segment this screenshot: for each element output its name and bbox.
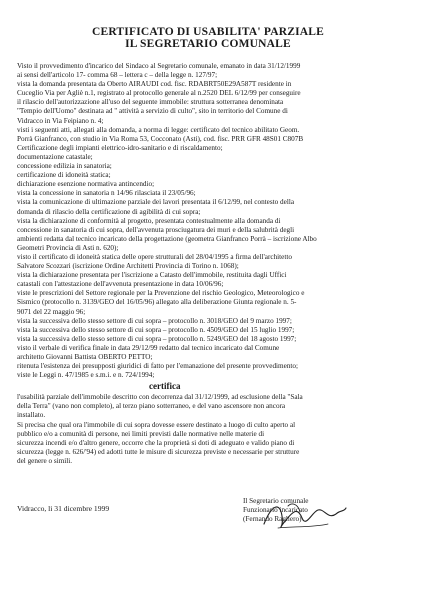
body-line: 9071 del 22 maggio 96; bbox=[17, 307, 86, 316]
body-line: il rilascio dell'autorizzazione all'uso del seguente immobile: struttura sotterranea denominata bbox=[17, 98, 284, 107]
body-line: catastali con l'attestazione dell'avvenuta presentazione in data 10/06/96; bbox=[17, 280, 224, 289]
body-line: Vidracco in Via Feipiano n. 4; bbox=[17, 116, 104, 125]
certifica-heading: certifica bbox=[149, 381, 181, 392]
body-line: Cuceglio Via per Agliè n.1, registrato al protocollo generale al n.2520 DEL 6/12/99 per conseguire bbox=[17, 89, 301, 98]
title-line-1: CERTIFICATO DI USABILITA' PARZIALE bbox=[91, 26, 325, 38]
body-line: visto il certificato di idoneità statica delle opere strutturali del 28/04/1995 a firma dell'architetto bbox=[17, 252, 292, 261]
body-line: Geometri Provincia di Asti n. 620); bbox=[17, 243, 119, 252]
body-line: Certificazione degli impianti elettrico-idro-sanitario e di riscaldamento; bbox=[17, 143, 223, 152]
body-line: sicurezza (legge n. 626/'94) ed adotti tutte le misure di sicurezza previste e necessarie per strutture bbox=[17, 447, 300, 456]
body-line: "Tempio dell'Uomo" destinata ad " attività a servizio di culto", sito in territorio del Comune di bbox=[17, 107, 288, 116]
body-line: architetto Giovanni Battista OBERTO PETTO; bbox=[17, 353, 153, 361]
title-line-2: IL SEGRETARIO COMUNALE bbox=[125, 38, 291, 50]
body-line: dichiarazione esenzione normativa antincendio; bbox=[17, 180, 155, 189]
body-line: vista la domanda presentata da Oberto AIRAUDI cod. fisc. RDABRT50E29A587T residente in bbox=[17, 80, 292, 89]
body-line: vista la concessione in sanatoria n 14/96 rilasciata il 23/05/96; bbox=[17, 189, 196, 198]
body-line: ritenuta l'esistenza dei presupposti giuridici di fatto per l'emanazione del presente provvedimento; bbox=[17, 362, 299, 371]
body-line: visto il verbale di verifica finale in data 29/12/99 redatto dal tecnico incaricato dal Comune bbox=[17, 343, 280, 352]
body-line: Sismico (protocollo n. 3139/GEO del 16/05/96) allegato alla deliberazione Giunta regionale n. 5- bbox=[17, 298, 297, 307]
body-line: viste le Leggi n. 47/1985 e s.m.i. e n. 724/1994; bbox=[17, 371, 155, 380]
body-line: certificazione di idoneità statica; bbox=[17, 171, 111, 180]
body-line: pubblico e/o a comunità di persone, nei limiti previsti dalle normative nelle materie di bbox=[17, 429, 265, 438]
body-line: ai sensi dell'articolo 17- comma 68 – lettera c – della legge n. 127/97; bbox=[17, 71, 218, 80]
body-line: domanda di rilascio della certificazione di agibilità di cui sopra; bbox=[17, 207, 201, 216]
body-line: sicurezza incendi e/o d'altro genere, occorre che la proprietà si doti di adeguato e valido piano di bbox=[17, 438, 295, 447]
date-place: Vidracco, li 31 dicembre 1999 bbox=[17, 504, 110, 513]
body-line: Si precisa che qual ora l'immobile di cui sopra dovesse essere destinato a luogo di culto aperto al bbox=[17, 420, 296, 429]
body-line: vista la dichiarazione di conformità al progetto, presentata contestualmente alla domanda di bbox=[17, 216, 281, 225]
body-line: documentazione catastale; bbox=[17, 152, 93, 161]
body-line: concessione in sanatoria di cui sopra, dell'avvenuta prosciugatura dei muri e della salubrità degli bbox=[17, 225, 295, 234]
body-line: vista la comunicazione di ultimazione parziale dei lavori presentata il 6/12/99, nel contesto della bbox=[17, 198, 295, 207]
signature-line-2: Funzionario incaricato bbox=[243, 506, 308, 515]
body-line: della Terra" (vano non completo), al terzo piano sotterraneo, e del vano ascensore non ancora bbox=[17, 402, 286, 411]
body-line: vista la successiva dello stesso settore di cui sopra – protocollo n. 4509/GEO del 15 luglio 1997; bbox=[17, 325, 295, 334]
body-line: vista la successiva dello stesso settore di cui sopra – protocollo n. 3018/GEO del 9 marzo 1997; bbox=[17, 316, 292, 325]
body-line: vista la successiva dello stesso settore di cui sopra – protocollo n. 5249/GEO del 18 agosto 1997; bbox=[17, 334, 297, 343]
body-line: Salvatore Scozzari (iscrizione Ordine Architetti Provincia di Torino n. 1068); bbox=[17, 262, 239, 271]
body-line: Porrà Gianfranco, con studio in Via Roma 53, Cocconato (Asti), cod. fisc. PRR GFR 48S01 C807B bbox=[17, 134, 304, 143]
signature-line-1: Il Segretario comunale bbox=[243, 497, 309, 505]
signature-line-3: (Fernando Ragliero) bbox=[243, 515, 302, 524]
body-line: visti i seguenti atti, allegati alla domanda, a norma di legge: certificato del tecnico abilitato Geom. bbox=[17, 125, 300, 134]
body-line: ambienti redatta dal tecnico incaricato della progettazione (geometra Gianfranco Porrà – iscrizione Albo bbox=[17, 234, 317, 243]
certificate-body bbox=[17, 62, 399, 466]
document-title bbox=[17, 26, 399, 50]
body-line: l'usabilità parziale dell'immobile descritto con decorrenza dal 31/12/1999, ad esclusione della "Sala bbox=[17, 393, 303, 402]
body-line: vista la dichiarazione presentata per l'iscrizione a Catasto dell'immobile, restituita dagli Uffici bbox=[17, 271, 287, 280]
body-line: installato. bbox=[17, 411, 46, 420]
handwritten-signature bbox=[258, 498, 348, 538]
body-line: del genere o simili. bbox=[17, 456, 73, 465]
body-line: Visto il provvedimento d'incarico del Sindaco al Segretario comunale, emanato in data 31/12/1999 bbox=[17, 62, 301, 70]
body-line: viste le prescrizioni del Settore regionale per la Prevenzione del rischio Geologico, Meteorologico e bbox=[17, 289, 305, 298]
body-line: concessione edilizia in sanatoria; bbox=[17, 162, 112, 171]
